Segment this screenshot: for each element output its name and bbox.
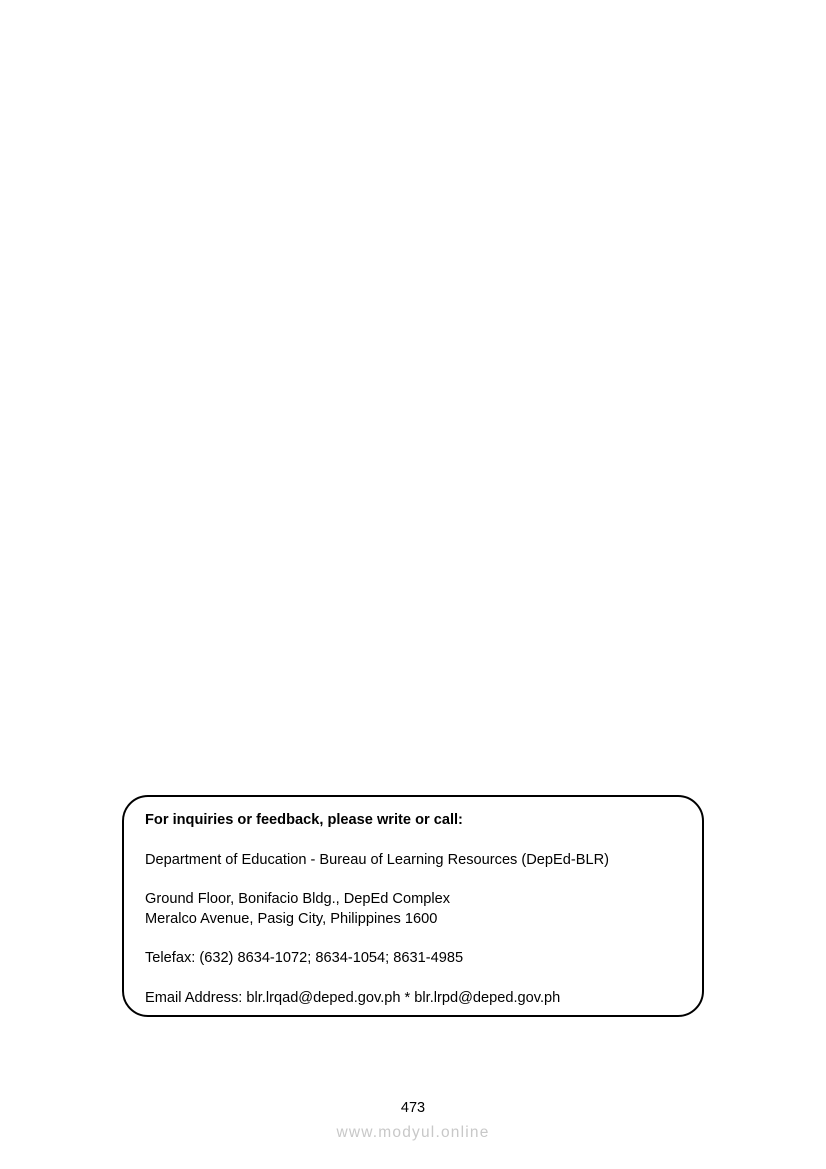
contact-department: Department of Education - Bureau of Learning Resources (DepEd-BLR) (145, 851, 609, 868)
contact-email: Email Address: blr.lrqad@deped.gov.ph * blr.lrpd@deped.gov.ph (145, 989, 561, 1006)
contact-heading: For inquiries or feedback, please write or call: (145, 812, 463, 828)
contact-address-line-1: Ground Floor, Bonifacio Bldg., DepEd Complex (145, 891, 451, 907)
page-number: 473 (400, 1100, 426, 1116)
contact-info-content (145, 811, 684, 1008)
contact-info-box (122, 795, 704, 1017)
watermark-text: www.modyul.online (336, 1124, 490, 1141)
contact-address-line-2: Meralco Avenue, Pasig City, Philippines 1600 (145, 910, 438, 927)
contact-telefax: Telefax: (632) 8634-1072; 8634-1054; 8631-4985 (145, 950, 464, 966)
